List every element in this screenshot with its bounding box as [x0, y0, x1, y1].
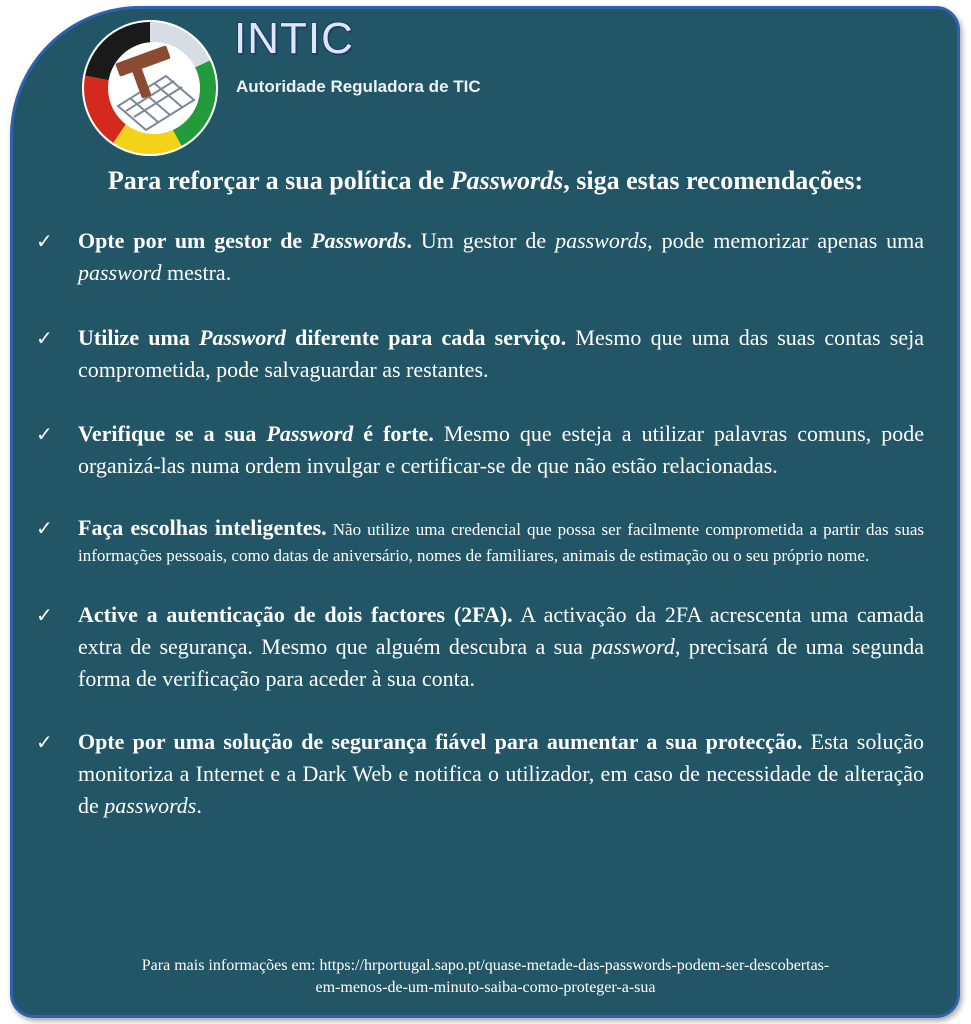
footer-line-2: em-menos-de-um-minuto-saiba-como-proteger-a-sua — [315, 979, 656, 996]
item-lead: Faça escolhas inteligentes. — [78, 515, 327, 540]
item-body: Esta solução monitoriza a Internet e a Dark Web e notifica o utilizador, em caso de necessidade de alteração de passwords. — [78, 729, 924, 818]
brand-title: INTIC — [234, 14, 354, 63]
heading-post: , siga estas recomendações: — [563, 166, 864, 195]
item-lead: Verifique se a sua Password é forte. — [78, 421, 434, 446]
item-body: Um gestor de passwords, pode memorizar apenas uma password mestra. — [78, 228, 925, 285]
list-item — [36, 322, 924, 386]
item-lead: Active a autenticação de dois factores (2FA). — [78, 602, 513, 627]
item-body: A activação da 2FA acrescenta uma camada extra de segurança. Mesmo que alguém descubra a sua password, precisará de uma segunda forma de verificação para aceder à sua conta. — [78, 602, 925, 691]
checkmark-icon: ✓ — [36, 603, 53, 627]
list-item — [36, 225, 924, 289]
checkmark-icon: ✓ — [36, 229, 53, 253]
list-item — [36, 515, 924, 569]
checkmark-icon: ✓ — [36, 730, 53, 754]
heading-pre: Para reforçar a sua política de — [107, 166, 451, 195]
recommendation-list — [36, 225, 924, 822]
footer-line-1: Para mais informações em: https://hrportugal.sapo.pt/quase-metade-das-passwords-podem-ser-descobertas- — [141, 957, 830, 974]
checkmark-icon: ✓ — [36, 326, 53, 350]
intic-logo-icon — [76, 14, 224, 162]
checkmark-icon: ✓ — [36, 422, 53, 446]
item-body: Mesmo que esteja a utilizar palavras comuns, pode organizá-las numa ordem invulgar e certificar-se de que não estão relacionadas. — [78, 421, 925, 478]
list-item — [36, 418, 924, 482]
item-lead: Utilize uma Password diferente para cada serviço. — [78, 325, 567, 350]
heading-emphasis: Passwords — [450, 166, 564, 195]
page-heading — [30, 166, 941, 196]
checkmark-icon: ✓ — [36, 516, 53, 540]
footer-source — [20, 955, 951, 999]
item-lead: Opte por uma solução de segurança fiável para aumentar a sua protecção. — [78, 729, 803, 754]
item-body: Mesmo que uma das suas contas seja comprometida, pode salvaguardar as restantes. — [78, 325, 924, 382]
list-item — [36, 726, 924, 822]
item-lead: Opte por um gestor de Passwords. — [78, 228, 412, 253]
brand-subtitle: Autoridade Reguladora de TIC — [236, 77, 481, 96]
item-body: Não utilize uma credencial que possa ser facilmente comprometida a partir das suas informações pessoais, como datas de aniversário, nomes de familiares, animais de estimação ou o seu próprio nome. — [78, 520, 924, 565]
list-item — [36, 599, 924, 695]
